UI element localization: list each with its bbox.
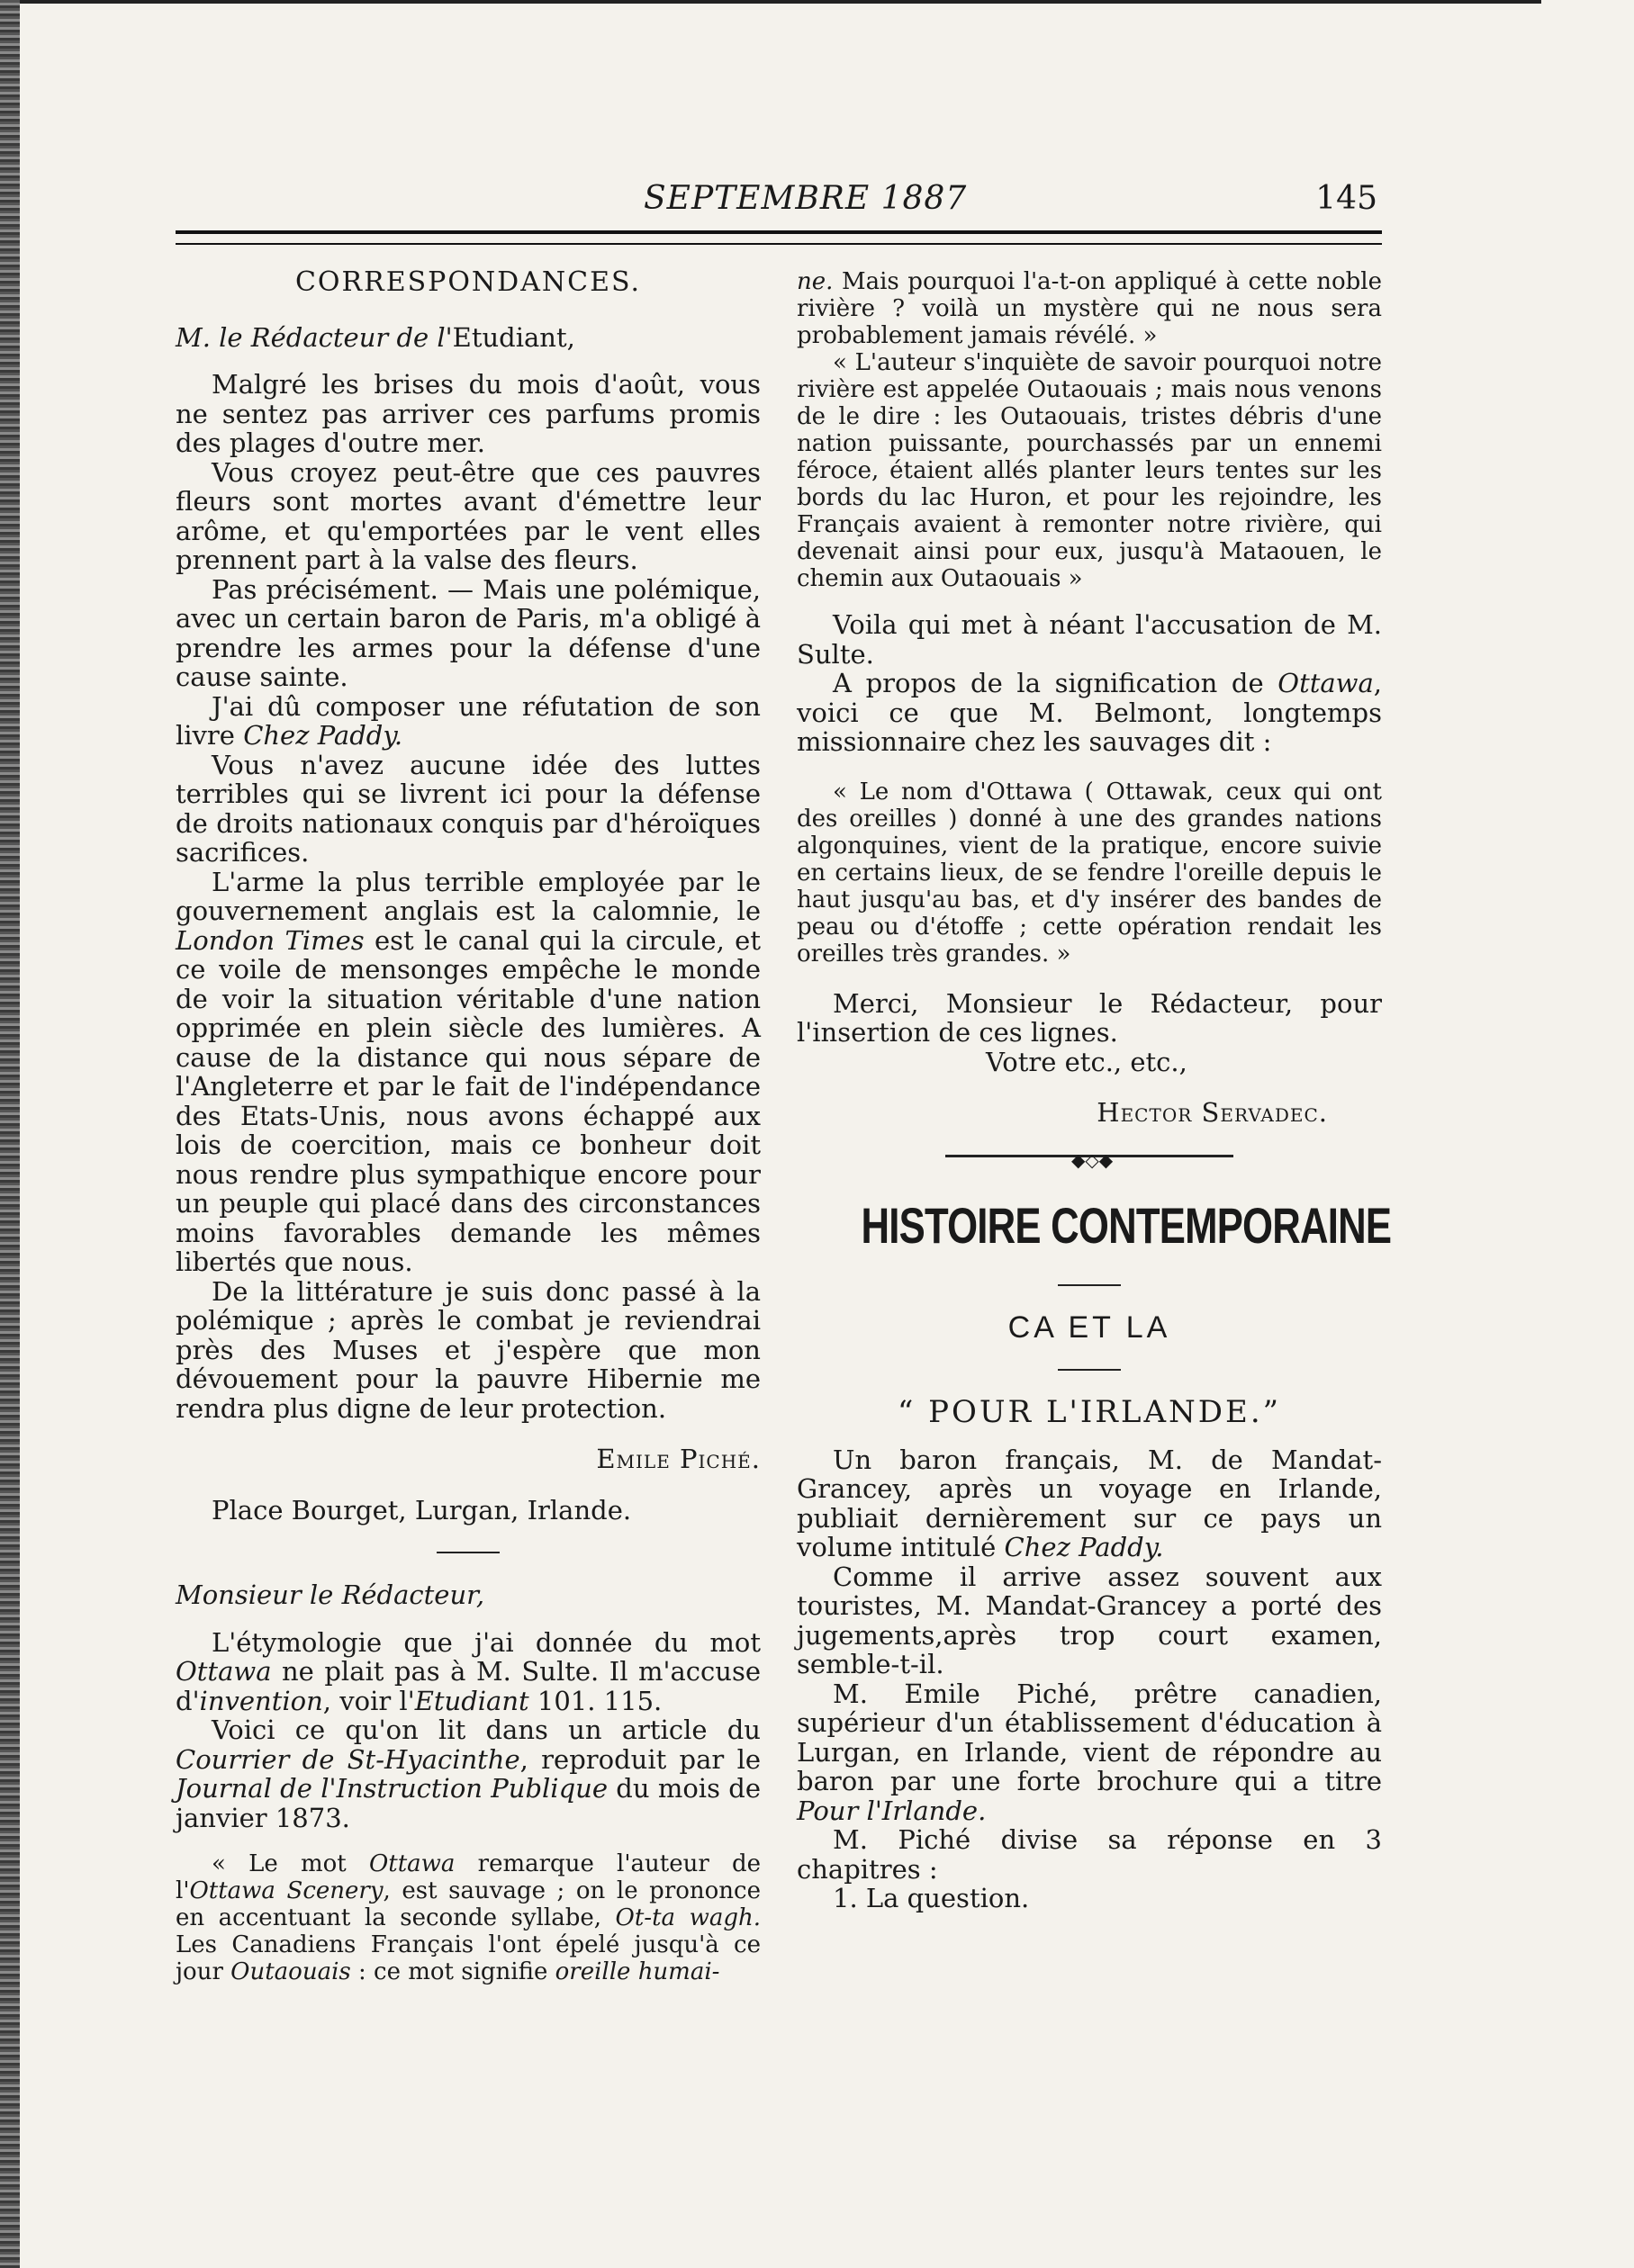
separator: [437, 1552, 500, 1553]
paragraph: Un baron français, M. de Mandat-Grancey, après un voyage en Irlande, publiait dernièrement sur ce pays un volume intitulé Chez Paddy.: [797, 1444, 1382, 1562]
left-column: [176, 268, 761, 1985]
separator: [1058, 1284, 1121, 1286]
paragraph: L'étymologie que j'ai donnée du mot Ottawa ne plait pas à M. Sulte. Il m'accuse d'invention, voir l'Etudiant 101. 115.: [176, 1626, 761, 1716]
salutation: Monsieur le Rédacteur,: [176, 1580, 485, 1610]
paragraph: J'ai dû composer une réfutation de son livre Chez Paddy.: [176, 690, 761, 751]
section-heading: CORRESPONDANCES.: [294, 266, 642, 298]
quotation: « Le mot Ottawa remarque l'auteur de l'Ottawa Scenery, est sauvage ; on le prononce en accentuant la seconde syllabe, Ot-ta wagh. Les Canadiens Français l'ont épelé jusqu'à ce jour Outaouais : ce mot signifie oreille humai-: [176, 1850, 762, 1985]
paragraph: Voici ce qu'on lit dans un article du Courrier de St-Hyacinthe, reproduit par le Journal de l'Instruction Publique du mois de janvier 1873.: [176, 1714, 762, 1833]
article-title: “ POUR L'IRLANDE.”: [897, 1394, 1282, 1430]
running-title: SEPTEMBRE 1887: [644, 180, 968, 217]
right-column: [797, 268, 1392, 1913]
ornament-rule: ◆◇◆: [945, 1149, 1233, 1162]
paragraph: L'arme la plus terrible employée par le gouvernement anglais est la calomnie, le London Times est le canal qui la circule, et ce voile de mensonges empêche le monde de voir la situation véritable d'une nation opprimée en plein siècle des lumières. A cause de la distance qui nous sépare de l'Angleterre et par le fait de l'indépendance des Etats-Unis, nous avons échappé aux lois de coercition, mais ce bonheur doit nous rendre plus sympathique encore pour un peuple qui placé dans des circonstances moins favorables demande les mêmes libertés que nous.: [176, 866, 761, 1277]
page-binding-edge: [0, 0, 20, 2268]
paragraph: Pas précisément. — Mais une polémique, avec un certain baron de Paris, m'a obligé à prendre les armes pour la défense d'une cause sainte.: [176, 573, 761, 692]
page-number: 145: [1315, 180, 1377, 217]
paragraph: Malgré les brises du mois d'août, vous ne sentez pas arriver ces parfums promis des plages d'outre mer.: [176, 369, 761, 458]
paragraph: M. Emile Piché, prêtre canadien, supérieur d'un établissement d'éducation à Lurgan, en Irlande, vient de répondre au baron par une forte brochure qui a titre Pour l'Irlande.: [797, 1678, 1382, 1826]
subsection-title: CA ET LA: [1007, 1310, 1171, 1345]
signature: Hector Servadec.: [1097, 1097, 1328, 1128]
quotation: « L'auteur s'inquiète de savoir pourquoi notre rivière est appelée Outaouais ; mais nous venons de le dire : les Outaouais, tristes débris d'une nation puissante, pourchassés par un ennemi féroce, étaient allés planter leurs tentes sur les bords du lac Huron, et pour les rejoindre, les Français avaient à remonter notre rivière, qui devenait ainsi pour eux, jusqu'à Mataouen, le chemin aux Outaouais »: [797, 349, 1382, 592]
paragraph: Merci, Monsieur le Rédacteur, pour l'insertion de ces lignes.: [797, 987, 1382, 1048]
paragraph: De la littérature je suis donc passé à la polémique ; après le combat je reviendrai près des Muses et j'espère que mon dévouement pour la pauvre Hibernie me rendra plus digne de leur protection.: [176, 1275, 761, 1424]
salutation: M. le Rédacteur de l'Etudiant,: [176, 321, 575, 353]
section-title: HISTOIRE CONTEMPORAINE: [861, 1196, 1392, 1254]
separator: [1058, 1369, 1121, 1371]
signature: Emile Piché.: [596, 1444, 761, 1474]
header-rule: [176, 230, 1382, 245]
paragraph: Comme il arrive assez souvent aux touristes, M. Mandat-Grancey a porté des jugements,après trop court examen, semble-t-il.: [797, 1561, 1382, 1679]
closing: Votre etc., etc.,: [986, 1046, 1187, 1077]
paragraph: Vous n'avez aucune idée des luttes terribles qui se livrent ici pour la défense de droits nationaux conquis par d'héroïques sacrifices.: [176, 749, 761, 868]
paragraph: A propos de la signification de Ottawa, voici ce que M. Belmont, longtemps missionnaire chez les sauvages dit :: [797, 668, 1382, 757]
paragraph: Voila qui met à néant l'accusation de M. Sulte.: [797, 609, 1382, 670]
place-line: Place Bourget, Lurgan, Irlande.: [212, 1494, 632, 1526]
top-border: [20, 0, 1541, 4]
paragraph: M. Piché divise sa réponse en 3 chapitres :: [797, 1824, 1382, 1885]
quotation-continued: ne. Mais pourquoi l'a-t-on appliqué à cette noble rivière ? voilà un mystère qui ne nous sera probablement jamais révélé. »: [797, 268, 1382, 349]
paragraph: Vous croyez peut-être que ces pauvres fleurs sont mortes avant d'émettre leur arôme, et qu'emportées par le vent elles prennent part à la valse des fleurs.: [176, 456, 761, 575]
quotation: « Le nom d'Ottawa ( Ottawak, ceux qui ont des oreilles ) donné à une des grandes nations algonquines, vient de la pratique, encore suivie en certains lieux, de se fendre l'oreille depuis le haut jusqu'au bas, et d'y insérer des bandes de peau ou d'étoffe ; cette opération rendait les oreilles très grandes. »: [797, 778, 1382, 968]
page-header: [176, 180, 1377, 225]
paragraph: 1. La question.: [833, 1883, 1030, 1913]
